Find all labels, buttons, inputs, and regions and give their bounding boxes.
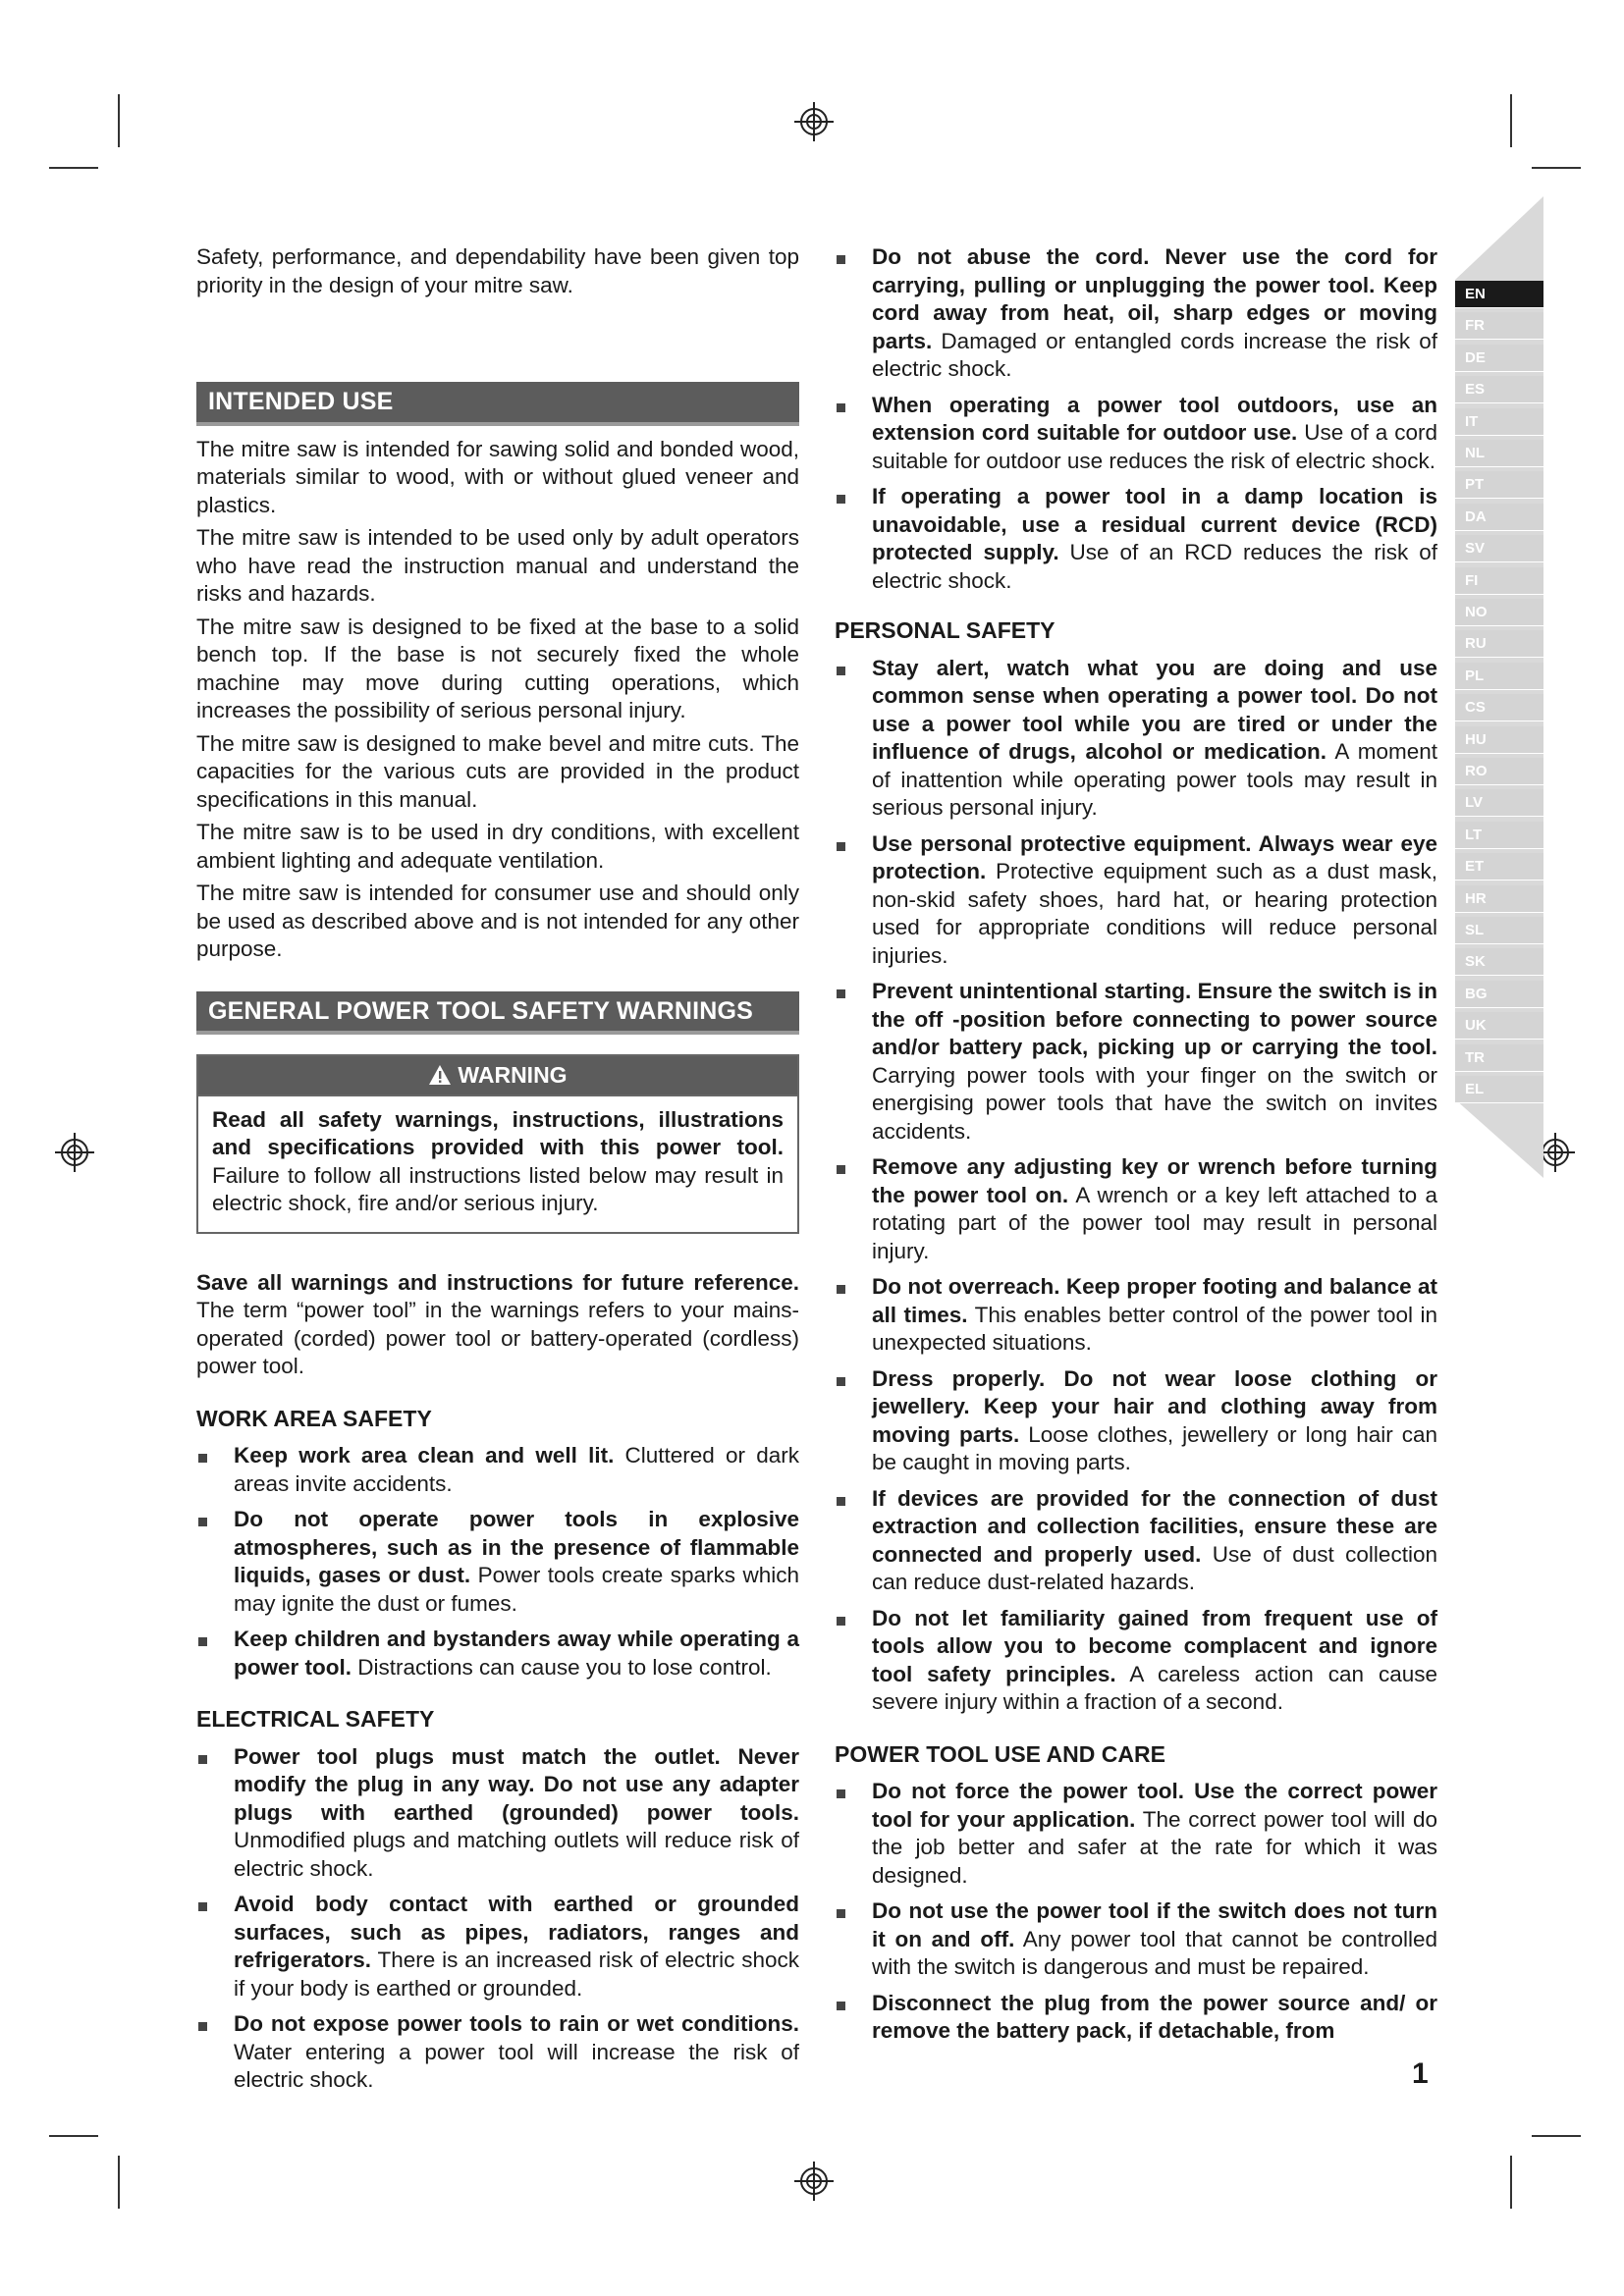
personal-safety-heading: PERSONAL SAFETY — [835, 617, 1056, 643]
registration-mark-icon — [794, 102, 834, 141]
language-tab-lt[interactable]: LT — [1455, 822, 1543, 849]
language-tab-sl[interactable]: SL — [1455, 917, 1543, 944]
crop-mark — [1510, 2156, 1512, 2209]
language-tab-pl[interactable]: PL — [1455, 663, 1543, 690]
list-item: Do not use the power tool if the switch does not turn it on and off. Any power tool that cannot be controlled with the switch is dangerous and must be repaired. — [835, 1897, 1437, 1982]
list-item: If devices are provided for the connection of dust extraction and collection facilities, ensure these are connected and properly used. Use of dust collection can reduce dust-related hazards. — [835, 1485, 1437, 1597]
list-item: Prevent unintentional starting. Ensure the switch is in the off -position before connecting to power source and/or battery pack, picking up or carrying the tool. Carrying power tools with your finger on the switch or energising power tools that have the switch on invites accidents. — [835, 978, 1437, 1146]
crop-mark — [1510, 94, 1512, 147]
intended-use-paragraph: The mitre saw is to be used in dry conditions, with excellent ambient lighting and adequate ventilation. — [196, 820, 799, 873]
list-item: Do not operate power tools in explosive atmospheres, such as in the presence of flammable liquids, gases or dust. Power tools create sparks which may ignite the dust or fumes. — [196, 1506, 799, 1618]
crop-mark — [49, 2135, 98, 2137]
language-tab-bg[interactable]: BG — [1455, 981, 1543, 1008]
electrical-heading: ELECTRICAL SAFETY — [196, 1706, 435, 1732]
warning-header — [198, 1056, 797, 1096]
crop-mark — [1532, 2135, 1581, 2137]
language-tab-hr[interactable]: HR — [1455, 885, 1543, 913]
list-item: Do not abuse the cord. Never use the cord for carrying, pulling or unplugging the power tool. Keep cord away from heat, oil, sharp edges or moving parts. Damaged or entangled cords increase the risk of electric shock. — [835, 243, 1437, 384]
intended-use-paragraph: The mitre saw is intended for sawing solid and bonded wood, materials similar to wood, with or without glued veneer and plastics. — [196, 436, 799, 517]
save-instructions-bold: Save all warnings and instructions for future reference. — [196, 1269, 799, 1295]
warning-bold-text: Read all safety warnings, instructions, illustrations and specifications provided with this power tool. — [212, 1106, 784, 1159]
language-tab-no[interactable]: NO — [1455, 599, 1543, 626]
page-number: 1 — [1412, 2057, 1429, 2090]
language-tab-pt[interactable]: PT — [1455, 471, 1543, 499]
language-tab-da[interactable]: DA — [1455, 504, 1543, 531]
list-item: Do not force the power tool. Use the correct power tool for your application. The correct power tool will do the job better and safer at the rate for which it was designed. — [835, 1778, 1437, 1890]
list-item: Do not let familiarity gained from frequent use of tools allow you to become complacent and ignore tool safety principles. A careless action can cause severe injury within a fraction of a second. — [835, 1605, 1437, 1717]
registration-mark-icon — [55, 1133, 94, 1172]
intended-use-paragraph: The mitre saw is intended for consumer use and should only be used as described above and is not intended for any other purpose. — [196, 881, 799, 961]
language-tab-sk[interactable]: SK — [1455, 948, 1543, 976]
language-tab-ro[interactable]: RO — [1455, 758, 1543, 785]
intended-use-paragraph: The mitre saw is intended to be used only by adult operators who have read the instruction manual and understand the risks and hazards. — [196, 525, 799, 606]
list-item: Disconnect the plug from the power source and/ or remove the battery pack, if detachable, from — [835, 1990, 1437, 2046]
list-item: Keep children and bystanders away while operating a power tool. Distractions can cause you to lose control. — [196, 1626, 799, 1682]
language-tab-en[interactable]: EN — [1455, 281, 1543, 308]
intended-use-paragraph: The mitre saw is designed to be fixed at the base to a solid bench top. If the base is not securely fixed the whole machine may move during cutting operations, which increases the possibility of serious personal injury. — [196, 614, 799, 722]
electrical-list — [196, 1743, 799, 2095]
personal-safety-list — [835, 655, 1437, 1717]
list-item: If operating a power tool in a damp location is unavoidable, use a residual current device (RCD) protected supply. Use of an RCD reduces the risk of electric shock. — [835, 483, 1437, 595]
warning-body — [198, 1096, 797, 1232]
list-item: Do not expose power tools to rain or wet conditions. Water entering a power tool will increase the risk of electric shock. — [196, 2010, 799, 2095]
warning-text: Failure to follow all instructions listed below may result in electric shock, fire and/or serious injury. — [212, 1162, 784, 1215]
language-tab-et[interactable]: ET — [1455, 853, 1543, 881]
right-column — [835, 243, 1437, 2054]
crop-mark — [118, 2156, 120, 2209]
list-item: When operating a power tool outdoors, use an extension cord suitable for outdoor use. Use of a cord suitable for outdoor use reduces the risk of electric shock. — [835, 392, 1437, 476]
left-column — [196, 243, 799, 2103]
language-tab-fr[interactable]: FR — [1455, 312, 1543, 340]
language-tab-ru[interactable]: RU — [1455, 630, 1543, 658]
language-tab-lv[interactable]: LV — [1455, 789, 1543, 817]
language-tab-cs[interactable]: CS — [1455, 694, 1543, 721]
list-item: Power tool plugs must match the outlet. Never modify the plug in any way. Do not use any adapter plugs with earthed (grounded) power tools. Unmodified plugs and matching outlets will reduce risk of electric shock. — [196, 1743, 799, 1884]
crop-mark — [1532, 167, 1581, 169]
intro-paragraph: Safety, performance, and dependability have been given top priority in the design of your mitre saw. — [196, 244, 799, 297]
general-warnings-banner: GENERAL POWER TOOL SAFETY WARNINGS — [196, 991, 799, 1036]
language-tab-uk[interactable]: UK — [1455, 1012, 1543, 1040]
work-area-heading: WORK AREA SAFETY — [196, 1405, 432, 1431]
language-tab-el[interactable]: EL — [1455, 1076, 1543, 1103]
electrical-list-continued — [835, 243, 1437, 595]
list-item: Use personal protective equipment. Always wear eye protection. Protective equipment such as a dust mask, non-skid safety shoes, hard hat, or hearing protection used for appropriate conditions will reduce personal injuries. — [835, 830, 1437, 971]
language-tab-de[interactable]: DE — [1455, 345, 1543, 372]
language-tab-it[interactable]: IT — [1455, 408, 1543, 436]
warning-triangle-icon — [428, 1064, 452, 1086]
power-tool-use-heading: POWER TOOL USE AND CARE — [835, 1740, 1165, 1767]
language-tab-hu[interactable]: HU — [1455, 726, 1543, 754]
power-tool-use-list — [835, 1778, 1437, 2046]
save-instructions-text: The term “power tool” in the warnings refers to your mains-operated (corded) power tool or battery-operated (cordless) power tool. — [196, 1298, 799, 1378]
language-tab-nl[interactable]: NL — [1455, 440, 1543, 467]
list-item: Remove any adjusting key or wrench before turning the power tool on. A wrench or a key left attached to a rotating part of the power tool may result in personal injury. — [835, 1153, 1437, 1265]
language-tab-es[interactable]: ES — [1455, 376, 1543, 403]
list-item: Dress properly. Do not wear loose clothing or jewellery. Keep your hair and clothing away from moving parts. Loose clothes, jewellery or long hair can be caught in moving parts. — [835, 1365, 1437, 1477]
list-item: Do not overreach. Keep proper footing and balance at all times. This enables better control of the power tool in unexpected situations. — [835, 1273, 1437, 1358]
registration-mark-icon — [794, 2162, 834, 2201]
crop-mark — [49, 167, 98, 169]
language-tab-sv[interactable]: SV — [1455, 535, 1543, 562]
warning-box — [196, 1054, 799, 1234]
warning-title: WARNING — [458, 1062, 568, 1088]
list-item: Avoid body contact with earthed or grounded surfaces, such as pipes, radiators, ranges and refrigerators. There is an increased risk of electric shock if your body is earthed or grounded. — [196, 1891, 799, 2002]
work-area-list — [196, 1442, 799, 1682]
intended-use-banner: INTENDED USE — [196, 382, 799, 426]
list-item: Stay alert, watch what you are doing and use common sense when operating a power tool. Do not use a power tool while you are tired or under the influence of drugs, alcohol or medication. A moment of inattention while operating power tools may result in serious personal injury. — [835, 655, 1437, 823]
language-tab-tr[interactable]: TR — [1455, 1044, 1543, 1072]
intended-use-paragraph: The mitre saw is designed to make bevel and mitre cuts. The capacities for the various cuts are provided in the product specifications in this manual. — [196, 730, 799, 812]
list-item: Keep work area clean and well lit. Cluttered or dark areas invite accidents. — [196, 1442, 799, 1498]
crop-mark — [118, 94, 120, 147]
language-tab-fi[interactable]: FI — [1455, 567, 1543, 595]
